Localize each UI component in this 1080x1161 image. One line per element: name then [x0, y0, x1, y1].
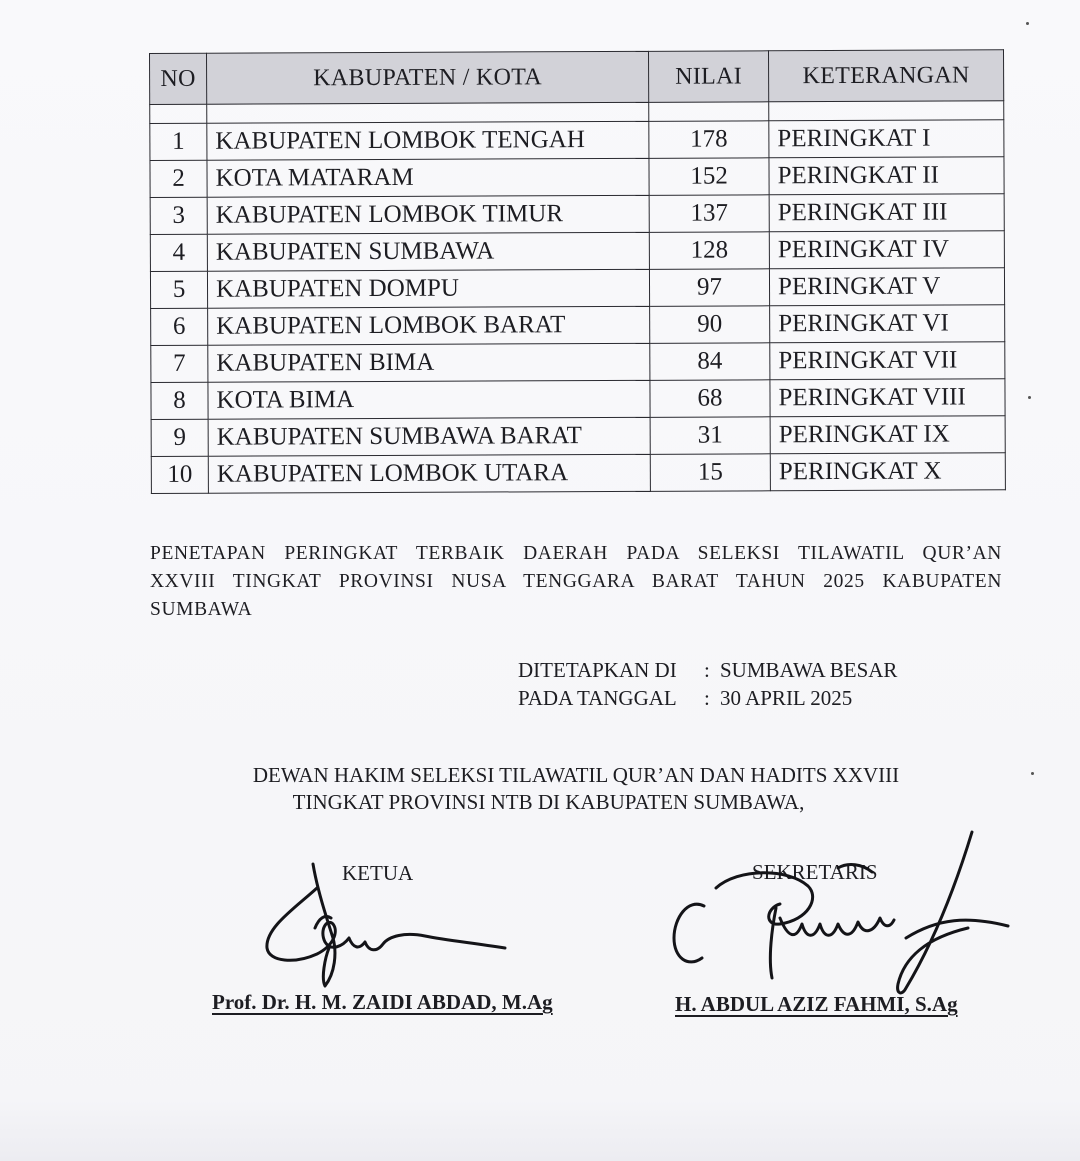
table-row: [151, 416, 1005, 457]
date-row: [518, 684, 897, 712]
council-heading: [150, 762, 1002, 816]
cell-kabupaten: KABUPATEN DOMPU: [207, 269, 649, 308]
ketua-role: KETUA: [342, 861, 414, 885]
signature-stroke: [674, 904, 704, 962]
cell-no: 1: [150, 123, 207, 160]
cell-nilai: 31: [650, 417, 770, 455]
cell-nilai: 178: [649, 121, 769, 159]
date-label: PADA TANGGAL: [518, 686, 677, 710]
ranking-table: [149, 49, 1006, 494]
cell-keterangan: PERINGKAT VII: [770, 342, 1005, 380]
cell-keterangan: PERINGKAT II: [769, 157, 1004, 195]
statement-line: PENETAPAN PERINGKAT TERBAIK DAERAH PADA SELEKSI TILAWATIL QUR’AN: [150, 543, 1002, 564]
sekretaris-role: SEKRETARIS: [752, 860, 878, 884]
ketua-name: Prof. Dr. H. M. ZAIDI ABDAD, M.Ag: [212, 990, 553, 1014]
scan-speck: [1026, 22, 1029, 25]
header-kabupaten: KABUPATEN / KOTA: [207, 51, 649, 104]
spacer-cell: [207, 102, 649, 123]
cell-no: 5: [150, 271, 207, 308]
header-keterangan: KETERANGAN: [768, 50, 1003, 102]
sekretaris-name: H. ABDUL AZIZ FAHMI, S.Ag: [675, 992, 958, 1016]
table-row: [150, 231, 1004, 272]
table-row: [150, 157, 1004, 198]
table-row: [151, 305, 1005, 346]
spacer-cell: [649, 102, 769, 122]
cell-nilai: 68: [650, 380, 770, 418]
cell-no: 6: [151, 308, 208, 345]
cell-nilai: 90: [650, 306, 770, 344]
cell-kabupaten: KABUPATEN SUMBAWA BARAT: [208, 417, 650, 456]
table-row: [151, 453, 1005, 494]
signature-stroke: [838, 865, 872, 872]
signature-stroke: [906, 920, 1008, 938]
cell-keterangan: PERINGKAT I: [769, 120, 1004, 158]
separator: :: [704, 658, 710, 682]
cell-no: 7: [151, 345, 208, 382]
place-label: DITETAPKAN DI: [518, 658, 677, 682]
ketua-signature: [255, 858, 515, 998]
spacer-cell: [769, 101, 1004, 121]
signature-stroke: [267, 888, 505, 960]
cell-kabupaten: KOTA MATARAM: [207, 158, 649, 197]
cell-no: 8: [151, 382, 208, 419]
cell-no: 9: [151, 419, 208, 456]
council-line: DEWAN HAKIM SELEKSI TILAWATIL QUR’AN DAN HADITS XXVIII: [252, 763, 900, 787]
cell-nilai: 137: [649, 195, 769, 233]
statement-paragraph: [150, 540, 1002, 624]
table-row: [150, 268, 1004, 309]
cell-keterangan: PERINGKAT VIII: [770, 379, 1005, 417]
cell-kabupaten: KABUPATEN LOMBOK UTARA: [208, 454, 650, 493]
sekretaris-signature: [668, 828, 1013, 998]
cell-nilai: 128: [649, 232, 769, 270]
signature-stroke: [898, 832, 972, 993]
cell-keterangan: PERINGKAT X: [770, 453, 1005, 491]
cell-kabupaten: KABUPATEN SUMBAWA: [207, 232, 649, 271]
table-row: [150, 120, 1004, 161]
cell-keterangan: PERINGKAT III: [769, 194, 1004, 232]
place-date-block: [518, 656, 897, 712]
cell-keterangan: PERINGKAT IX: [770, 416, 1005, 454]
table-row: [150, 194, 1004, 235]
place-value: SUMBAWA BESAR: [720, 658, 898, 682]
scan-speck: [1031, 772, 1034, 775]
cell-keterangan: PERINGKAT V: [769, 268, 1004, 306]
cell-nilai: 152: [649, 158, 769, 196]
cell-kabupaten: KOTA BIMA: [208, 380, 650, 419]
cell-nilai: 15: [650, 454, 770, 492]
statement-line: XXVIII TINGKAT PROVINSI NUSA TENGGARA BARAT TAHUN 2025 KABUPATEN: [150, 571, 1002, 592]
table-header-row: [150, 50, 1004, 105]
cell-no: 2: [150, 160, 207, 197]
cell-no: 10: [151, 456, 208, 493]
cell-kabupaten: KABUPATEN LOMBOK TIMUR: [207, 195, 649, 234]
statement-line: SUMBAWA: [150, 599, 253, 620]
date-value: 30 APRIL 2025: [720, 686, 853, 710]
cell-no: 4: [150, 234, 207, 271]
cell-keterangan: PERINGKAT IV: [769, 231, 1004, 269]
table-row: [151, 379, 1005, 420]
cell-nilai: 97: [649, 269, 769, 307]
cell-no: 3: [150, 197, 207, 234]
page-bottom-shade: [0, 1100, 1080, 1161]
signature-stroke: [716, 873, 813, 924]
table-row: [151, 342, 1005, 383]
place-row: [518, 656, 897, 684]
council-line: TINGKAT PROVINSI NTB DI KABUPATEN SUMBAWA,: [292, 790, 805, 814]
cell-kabupaten: KABUPATEN LOMBOK BARAT: [208, 306, 650, 345]
cell-kabupaten: KABUPATEN LOMBOK TENGAH: [207, 121, 649, 160]
header-nilai: NILAI: [648, 51, 768, 103]
spacer-cell: [150, 104, 207, 123]
signature-stroke: [770, 908, 776, 978]
scan-speck: [1028, 396, 1031, 399]
cell-keterangan: PERINGKAT VI: [770, 305, 1005, 343]
separator: :: [704, 686, 710, 710]
cell-kabupaten: KABUPATEN BIMA: [208, 343, 650, 382]
header-no: NO: [150, 53, 207, 104]
cell-nilai: 84: [650, 343, 770, 381]
signature-stroke: [780, 918, 894, 935]
